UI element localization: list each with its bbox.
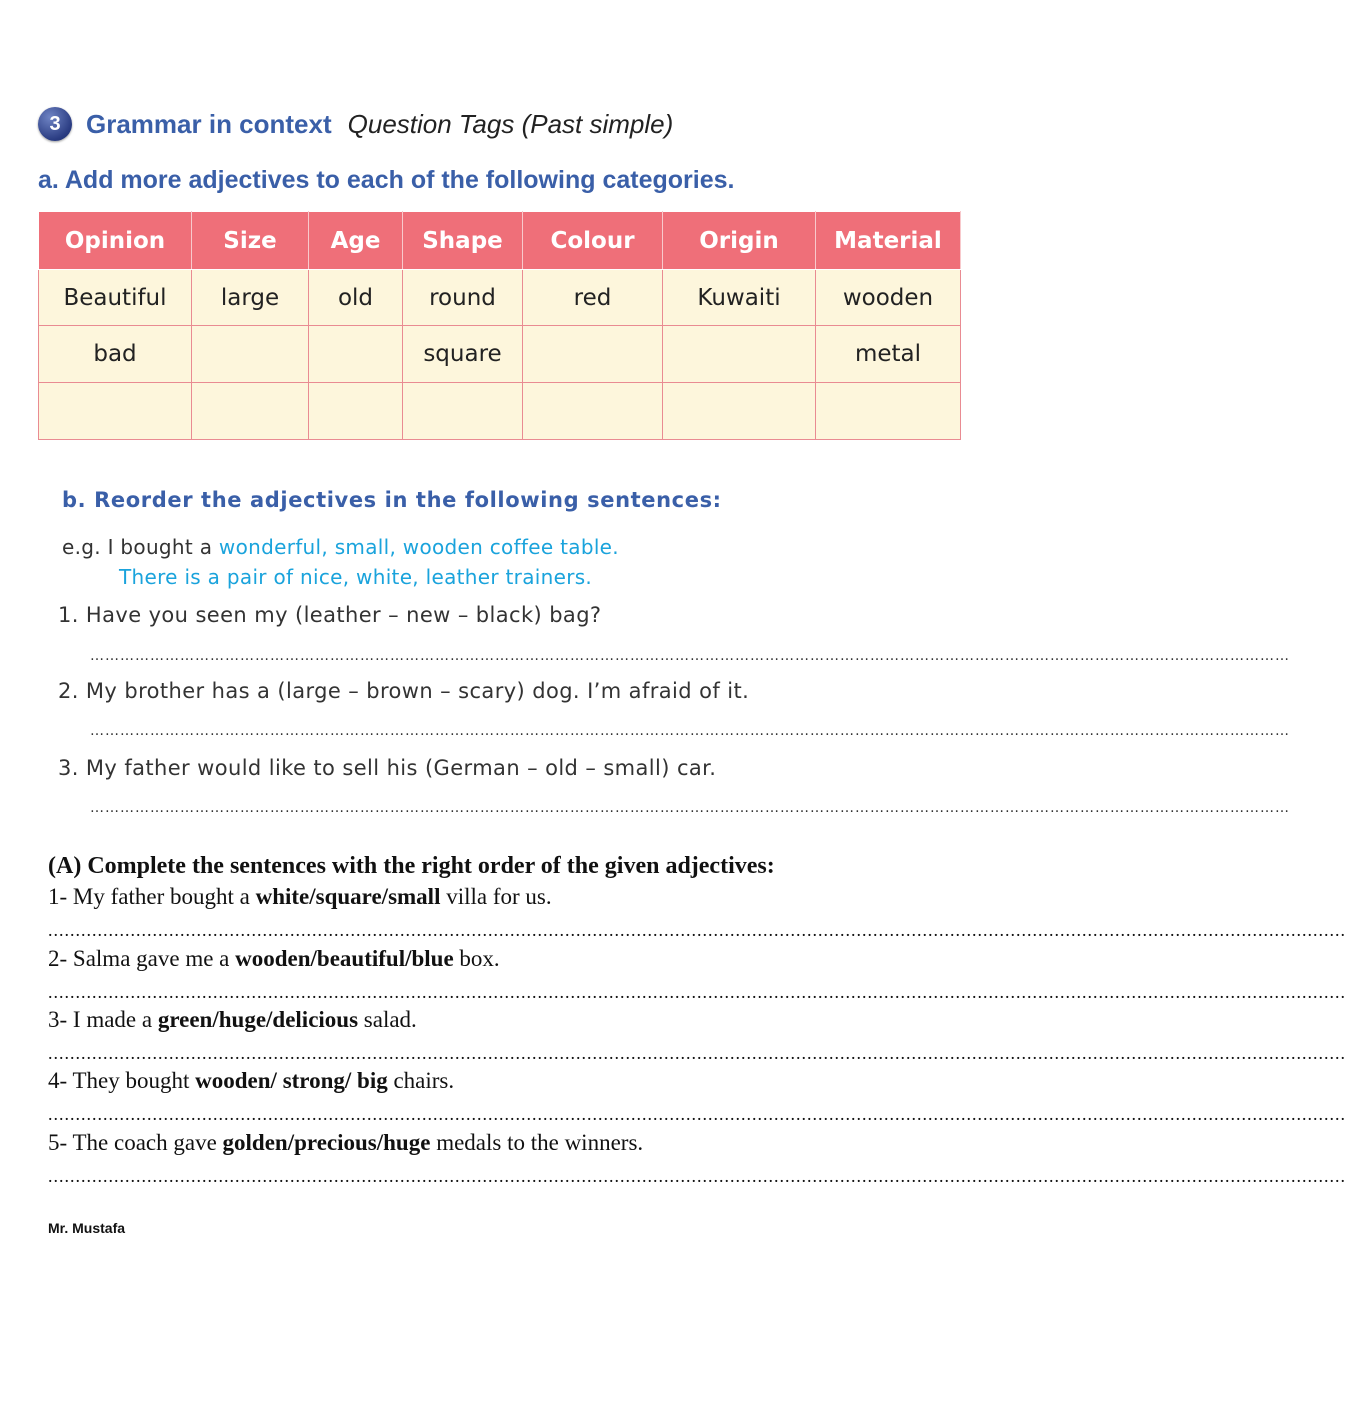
section-A-title: (A) Complete the sentences with the right order of the given adjectives: — [48, 853, 775, 879]
author-name: Mr. Mustafa — [48, 1220, 126, 1236]
example-prefix: e.g. I bought a — [62, 535, 219, 559]
sentence-5 — [48, 1130, 643, 1156]
answer-line-A2[interactable]: ............................................................................................................................................................................................................................................ — [48, 982, 1346, 1002]
example-line-1 — [62, 535, 619, 559]
answer-line-1[interactable]: …………………………………………………………………………………………………………………………………………………………………………………………………………………… — [90, 648, 1290, 664]
table-cell: large — [192, 270, 309, 326]
example-answer-2: There is a pair of nice, white, leather trainers. — [119, 565, 593, 589]
column-header-size: Size — [192, 212, 309, 270]
table-cell: Kuwaiti — [663, 270, 816, 326]
column-header-age: Age — [309, 212, 403, 270]
reorder-question-2: 2. My brother has a (large – brown – scary) dog. I’m afraid of it. — [58, 679, 750, 703]
table-cell-blank[interactable] — [309, 383, 403, 440]
sentence-adjectives: wooden/ strong/ big — [195, 1068, 388, 1093]
sentence-text: 5- The coach gave — [48, 1130, 223, 1155]
sentence-adjectives: wooden/beautiful/blue — [235, 946, 454, 971]
column-header-origin: Origin — [663, 212, 816, 270]
answer-line-3[interactable]: …………………………………………………………………………………………………………………………………………………………………………………………………………………… — [90, 800, 1290, 816]
answer-line-A4[interactable]: ............................................................................................................................................................................................................................................ — [48, 1104, 1346, 1124]
answer-line-2[interactable]: …………………………………………………………………………………………………………………………………………………………………………………………………………………… — [90, 723, 1290, 739]
sentence-text: salad. — [358, 1007, 417, 1032]
sentence-text: 1- My father bought a — [48, 884, 256, 909]
table-cell: metal — [816, 326, 961, 383]
answer-line-A1[interactable]: ............................................................................................................................................................................................................................................ — [48, 920, 1346, 940]
column-header-opinion: Opinion — [39, 212, 192, 270]
table-cell: old — [309, 270, 403, 326]
table-cell-blank[interactable] — [816, 383, 961, 440]
table-cell: bad — [39, 326, 192, 383]
table-row — [39, 270, 961, 326]
sentence-text: 4- They bought — [48, 1068, 196, 1093]
table-row — [39, 326, 961, 383]
sentence-4 — [48, 1068, 454, 1094]
table-header-row — [39, 212, 961, 270]
table-cell-blank[interactable] — [309, 326, 403, 383]
sentence-text: box. — [453, 946, 500, 971]
reorder-question-1: 1. Have you seen my (leather – new – black) bag? — [58, 603, 602, 627]
heading-title: Grammar in context — [86, 108, 332, 139]
sentence-adjectives: white/square/small — [255, 884, 441, 909]
reorder-question-3: 3. My father would like to sell his (German – old – small) car. — [58, 756, 717, 780]
answer-line-A5[interactable]: ............................................................................................................................................................................................................................................ — [48, 1166, 1346, 1186]
table-cell-blank[interactable] — [39, 383, 192, 440]
table-cell: wooden — [816, 270, 961, 326]
number-badge: 3 — [38, 107, 72, 141]
sentence-text: villa for us. — [440, 884, 552, 909]
sentence-adjectives: golden/precious/huge — [222, 1130, 431, 1155]
adjective-categories-table — [38, 211, 961, 440]
sentence-adjectives: green/huge/delicious — [157, 1007, 359, 1032]
section-b-title: b. Reorder the adjectives in the following sentences: — [62, 488, 722, 512]
answer-line-A3[interactable]: ............................................................................................................................................................................................................................................ — [48, 1043, 1346, 1063]
table-cell: red — [523, 270, 663, 326]
column-header-material: Material — [816, 212, 961, 270]
column-header-colour: Colour — [523, 212, 663, 270]
column-header-shape: Shape — [403, 212, 523, 270]
sentence-text: chairs. — [387, 1068, 455, 1093]
table-cell-blank[interactable] — [523, 326, 663, 383]
table-cell-blank[interactable] — [663, 383, 816, 440]
heading-subtitle: Question Tags (Past simple) — [347, 108, 674, 139]
table-cell: square — [403, 326, 523, 383]
sentence-text: 3- I made a — [48, 1007, 158, 1032]
sentence-text: medals to the winners. — [430, 1130, 644, 1155]
section-heading — [38, 104, 673, 144]
sentence-text: 2- Salma gave me a — [48, 946, 236, 971]
table-cell-blank[interactable] — [192, 383, 309, 440]
sentence-1 — [48, 884, 552, 910]
table-row — [39, 383, 961, 440]
sentence-3 — [48, 1007, 417, 1033]
table-cell-blank[interactable] — [663, 326, 816, 383]
sentence-2 — [48, 946, 500, 972]
section-a-title: a. Add more adjectives to each of the following categories. — [38, 166, 735, 194]
table-cell: round — [403, 270, 523, 326]
table-cell-blank[interactable] — [523, 383, 663, 440]
table-cell-blank[interactable] — [192, 326, 309, 383]
table-cell-blank[interactable] — [403, 383, 523, 440]
example-answer-1: wonderful, small, wooden coffee table. — [218, 535, 619, 559]
table-cell: Beautiful — [39, 270, 192, 326]
